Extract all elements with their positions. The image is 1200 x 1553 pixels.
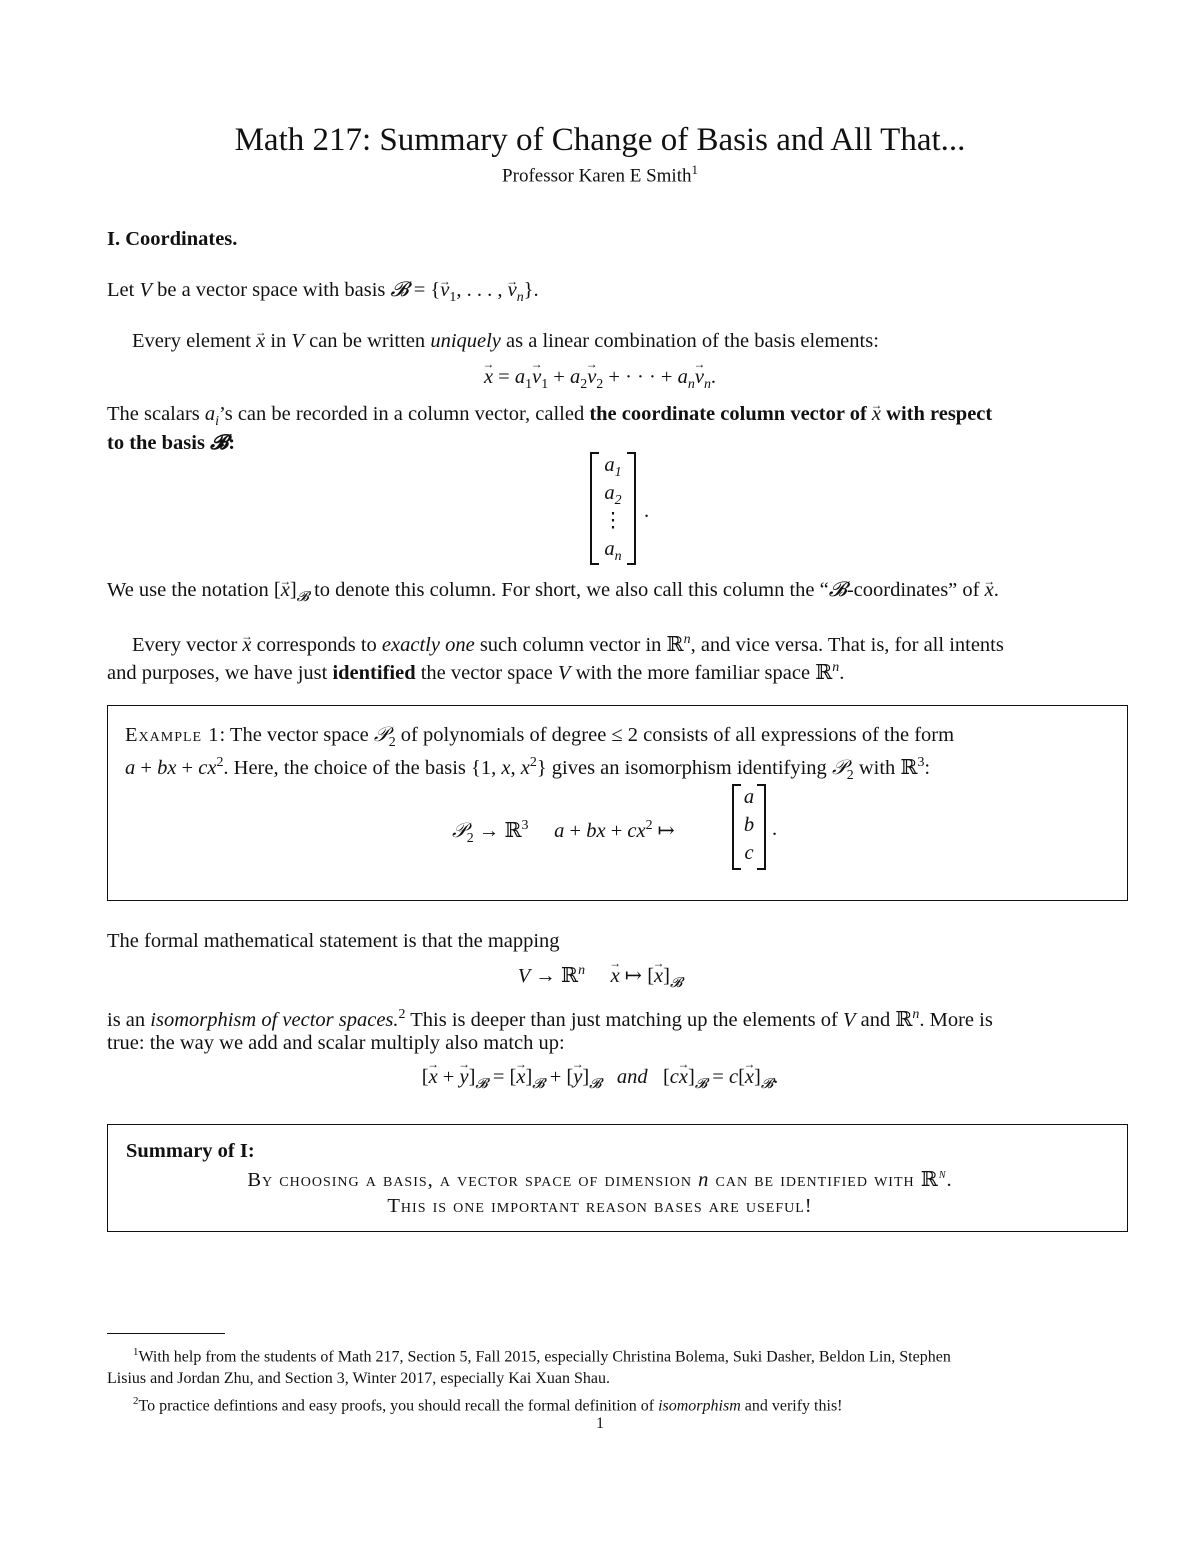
- equation-linearity: [→ x + → $y]_𝓑$ = [→ $x]_𝓑$ + [→ $y]_𝓑$ and $[c\to x]_𝓑 = c[\to x]_𝓑$.: [0, 1066, 1200, 1093]
- paragraph-identification-cont: and purposes, we have just identified the vector space V with the more familiar space ℝ$^n$.: [107, 660, 845, 684]
- example-text-line1: Example 1: The vector space 𝒫$_2$ of polynomials of degree ≤ 2 consists of all expressions of the form: [125, 724, 955, 751]
- example-label: Example 1: [125, 724, 220, 746]
- example-column-vector: a b c: [732, 784, 766, 870]
- summary-line1: By choosing a basis, a vector space of dimension n can be identified with ℝ$^n$.: [247, 1167, 953, 1191]
- paragraph-unique: Every element → x in V can be written uniquely as a linear combination of the basis elements:: [132, 328, 1152, 354]
- equation-linear-combination: → $x = a_1\to v_1 + a_2\to v_2$ + · · · + $a_n\to v_n$.: [0, 366, 1200, 393]
- footnote-mark-2: 2: [398, 1007, 406, 1022]
- author-footnote-mark: 1: [691, 162, 698, 177]
- footnote-1: $^1$With help from the students of Math 217, Section 5, Fall 2015, especially Christina Bolema, Suki Dasher, Beldon Lin, Stephen Lisius and Jordan Zhu, and Section 3, Winter 2017, especially Kai Xuan Shau.: [107, 1346, 951, 1388]
- footnote-2: $^2$To practice defintions and easy proofs, you should recall the formal definition of isomorphism and verify this!: [133, 1395, 843, 1415]
- example-map-equation: 𝒫$_2$ → ℝ$^3$ a + bx + $cx^2$ ↦: [452, 818, 675, 847]
- page-number: 1: [596, 1415, 604, 1432]
- paragraph-isomorphism: is an isomorphism of vector spaces.$^2$ This is deeper than just matching up the elements of V and ℝ$^n$. More is: [107, 1007, 993, 1031]
- footnote-rule: [107, 1333, 225, 1334]
- author-line: [0, 162, 1200, 187]
- example-period: .: [772, 818, 778, 840]
- equation-mapping: V → ℝ$^n$ → x ↦ [→ $x]_𝓑$: [0, 963, 1200, 992]
- summary-heading: Summary of I:: [126, 1140, 255, 1162]
- author: Professor Karen E Smith: [502, 165, 692, 187]
- paragraph-coordinate-vector: The scalars $a_i’s$ can be recorded in a column vector, called the coordinate column vector of → x with respect: [107, 401, 1127, 435]
- page-title: Math 217: Summary of Change of Basis and All That...: [234, 122, 966, 158]
- paragraph-notation: We use the notation [→ $x]_𝓑$ to denote this column. For short, we also call this column the “𝓑-coordinates” of → x.: [107, 577, 1127, 611]
- paragraph-basis-def: Let V be a vector space with basis 𝓑 = {→ $v_1$, . . . , → $v_n$}.: [107, 277, 1127, 311]
- paragraph-coordinate-vector-cont: to the basis 𝓑:: [107, 432, 236, 454]
- example-text-line2: a + bx + $cx^2$. Here, the choice of the basis {1, x, $x^2$} gives an isomorphism identifying 𝒫$_2$ with ℝ$^3$:: [125, 755, 931, 783]
- paragraph-isomorphism-cont: true: the way we add and scalar multiply also match up:: [107, 1032, 565, 1054]
- section-heading: I. Coordinates.: [107, 228, 238, 250]
- coordinate-column-vector: $a_1$ $a_2$ ⋮ $a_n$: [590, 452, 636, 565]
- column-period: .: [644, 500, 650, 522]
- paragraph-identification: Every vector → x corresponds to exactly one such column vector in ℝ$^n$, and vice versa. That is, for all intents: [132, 627, 1152, 658]
- summary-line2: This is one important reason bases are useful!: [387, 1195, 813, 1217]
- paragraph-formal-statement: The formal mathematical statement is that the mapping: [107, 930, 560, 952]
